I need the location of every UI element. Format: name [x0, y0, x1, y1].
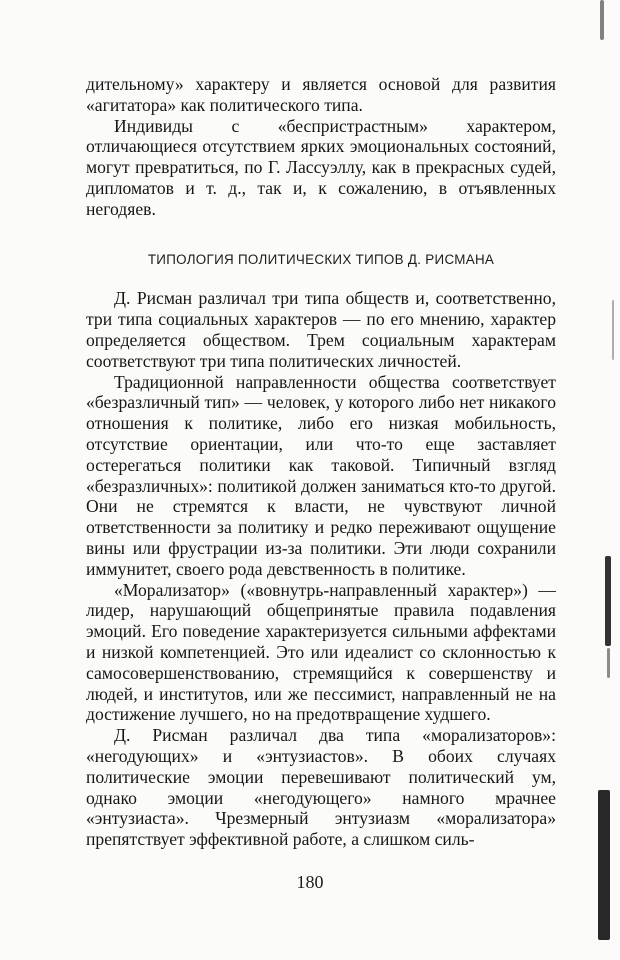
section-heading: ТИПОЛОГИЯ ПОЛИТИЧЕСКИХ ТИПОВ Д. РИСМАНА	[147, 251, 495, 267]
paragraph-riesman-three-types: Д. Рисман различал три типа обществ и, соответственно, три типа социальных характеров — по его мнению, характер определяется обществом. Трем социальным характерам соответствуют три типа политических личностей.	[86, 288, 556, 371]
text-column	[86, 74, 556, 850]
paragraph-moralizer-subtypes: Д. Рисман различал два типа «морализаторов»: «негодующих» и «энтузиастов». В обоих случаях политические эмоции перевешивают политический ум, однако эмоции «негодующего» намного мрачнее «энтузиаста». Чрезмерный энтузиазм «морализатора» препятствует эффективной работе, а слишком силь-	[86, 725, 556, 850]
scan-edge-artifact	[598, 790, 610, 940]
paragraph-impartial-character: Индивиды с «беспристрастным» характером, отличающиеся отсутствием ярких эмоциональных состояний, могут превратиться, по Г. Лассуэллу, как в прекрасных судей, дипломатов и т. д., так и, к сожалению, в отъявленных негодяев.	[86, 115, 556, 219]
scan-edge-artifact	[600, 0, 604, 40]
paragraph-continuation: дительному» характеру и является основой для развития «агитатора» как политического типа.	[86, 74, 556, 115]
paragraph-moralizer: «Морализатор» («вовнутрь-направленный характер») — лидер, нарушающий общепринятые правила подавления эмоций. Его поведение характеризуется сильными аффектами и низкой компетенцией. Это или идеалист со склонностью к самосовершенствованию, стремящийся к совершенству и людей, и институтов, или же пессимист, направленный не на достижение лучшего, но на предотвращение худшего.	[86, 579, 556, 725]
scan-edge-artifact	[605, 556, 611, 646]
paragraph-indifferent-type: Традиционной направленности общества соответствует «безразличный тип» — человек, у которого либо нет никакого отношения к политике, либо его низкая мобильность, отсутствие ориентации, или что-то еще заставляет остерегаться политики как таковой. Типичный взгляд «безразличных»: политикой должен заниматься кто-то другой. Они не стремятся к власти, не чувствуют личной ответственности за политику и редко переживают ощущение вины или фрустрации из-за политики. Эти люди сохранили иммунитет, своего рода девственность в политике.	[86, 371, 556, 579]
scan-edge-artifact	[612, 300, 614, 360]
page-number: 180	[296, 872, 324, 892]
scan-edge-artifact	[607, 648, 610, 678]
